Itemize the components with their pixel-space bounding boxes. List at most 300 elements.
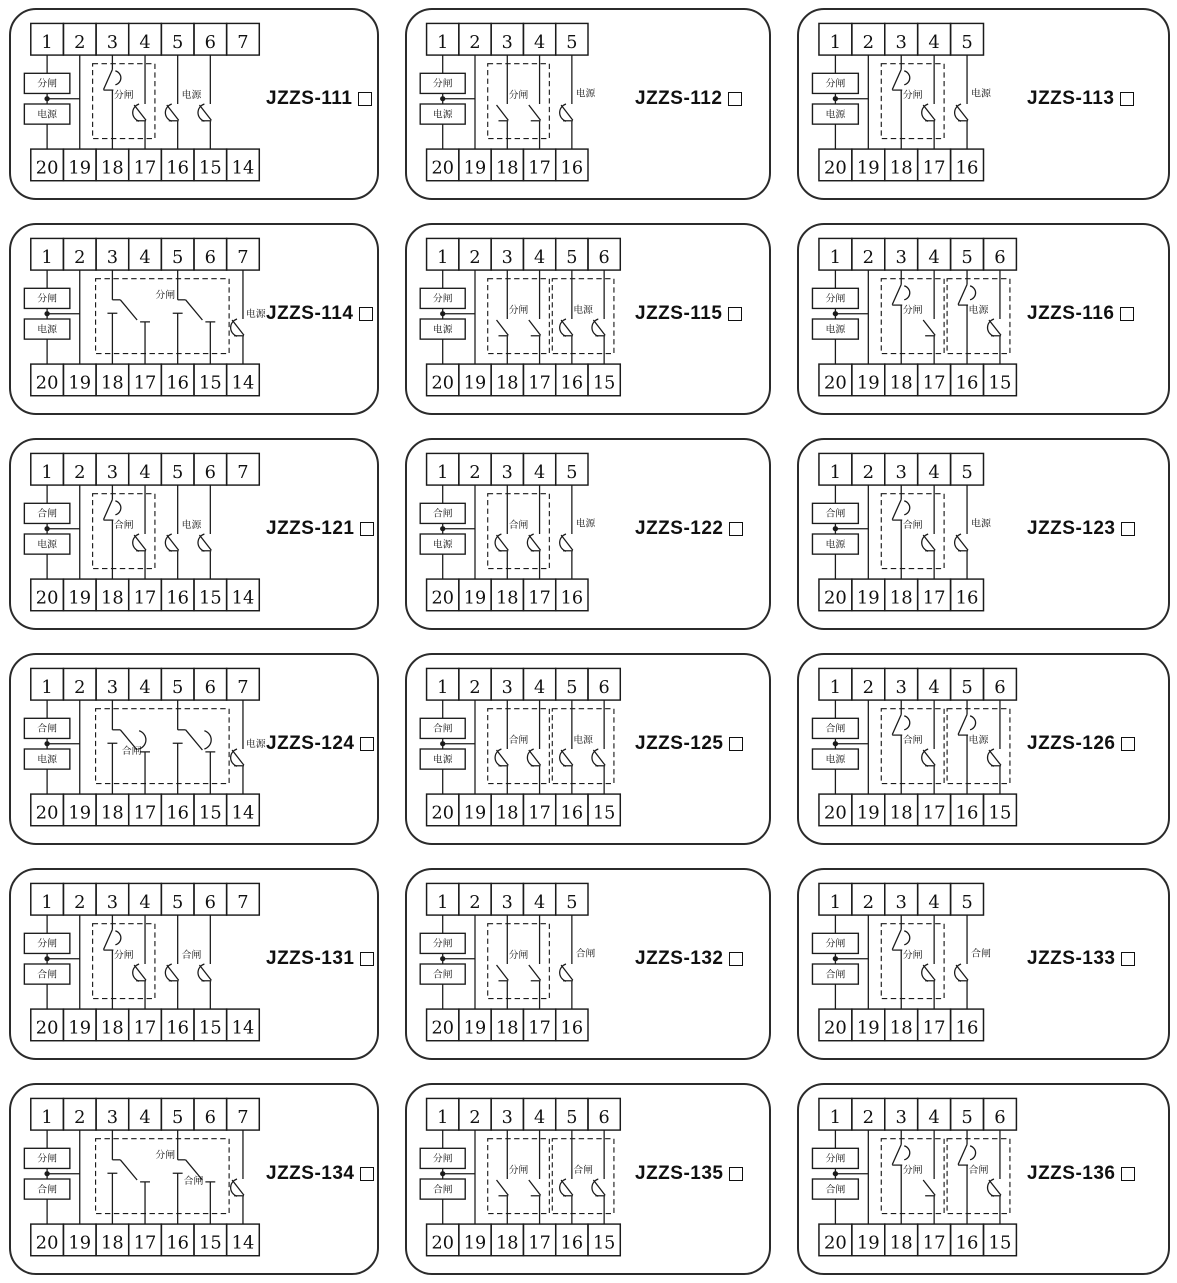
diagram-text: 15: [199, 373, 222, 394]
diagram-text: 16: [166, 1018, 189, 1039]
diagram-text: 7: [237, 463, 249, 483]
diagram-text: 3: [501, 678, 513, 698]
diagram-text: 6: [204, 33, 216, 53]
diagram-text: 14: [231, 158, 255, 179]
diagram-text: 电源: [432, 539, 453, 551]
model-text: JZZS-124: [266, 733, 355, 754]
model-label: [266, 518, 374, 540]
diagram-text: 18: [889, 373, 913, 394]
diagram-text: 分闸: [825, 78, 846, 90]
diagram-text: 20: [431, 803, 454, 824]
diagram-text: 2: [862, 678, 875, 698]
diagram-text: 5: [566, 893, 578, 913]
diagram-text: 电源: [573, 735, 593, 747]
diagram-text: 15: [199, 803, 222, 824]
diagram-text: 3: [501, 248, 513, 268]
diagram-text: 2: [469, 248, 481, 268]
diagram-text: 5: [961, 33, 973, 53]
diagram-text: 19: [856, 158, 880, 179]
diagram-text: 合闸: [508, 520, 529, 532]
diagram-text: 5: [961, 678, 973, 698]
diagram-text: 18: [889, 158, 913, 179]
diagram-text: 20: [823, 373, 847, 394]
diagram-text: 16: [955, 1018, 979, 1039]
diagram-text: 20: [823, 1233, 847, 1254]
model-suffix-square-icon: [360, 952, 374, 966]
model-suffix-square-icon: [360, 1167, 374, 1181]
diagram-text: 15: [199, 588, 222, 609]
diagram-text: 19: [856, 373, 880, 394]
diagram-text: 5: [172, 678, 184, 698]
diagram-text: 合闸: [825, 969, 846, 981]
relay-panel-jzzs-125: [405, 653, 771, 845]
diagram-text: 16: [955, 803, 979, 824]
diagram-text: 20: [431, 588, 454, 609]
diagram-text: 15: [199, 158, 222, 179]
diagram-text: 1: [829, 248, 842, 268]
diagram-text: 合闸: [902, 520, 923, 532]
relay-panel-jzzs-135: [405, 1083, 771, 1275]
diagram-text: 分闸: [155, 290, 176, 301]
diagram-text: 1: [437, 463, 449, 483]
diagram-text: 合闸: [181, 950, 202, 962]
diagram-text: 5: [172, 33, 184, 53]
diagram-text: 17: [922, 158, 946, 179]
diagram-text: 1: [437, 1108, 449, 1128]
diagram-text: 18: [496, 803, 519, 824]
model-text: JZZS-131: [266, 948, 355, 969]
diagram-text: 电源: [573, 305, 593, 317]
diagram-text: 16: [955, 373, 979, 394]
diagram-text: 3: [106, 463, 119, 483]
diagram-text: 3: [106, 1108, 119, 1128]
diagram-text: 3: [895, 1108, 907, 1128]
diagram-text: 15: [988, 373, 1012, 394]
relay-panel-jzzs-113: [797, 8, 1170, 200]
diagram-text: 2: [469, 33, 481, 53]
model-label: [1027, 733, 1135, 755]
diagram-text: 2: [74, 1108, 86, 1128]
diagram-text: 2: [469, 893, 481, 913]
diagram-text: 7: [237, 678, 249, 698]
diagram-text: 分闸: [902, 90, 923, 102]
diagram-text: 16: [560, 158, 584, 179]
model-text: JZZS-132: [635, 948, 724, 969]
diagram-text: 4: [533, 463, 546, 483]
model-suffix-square-icon: [1120, 307, 1134, 321]
diagram-text: 3: [501, 33, 513, 53]
diagram-text: 分闸: [825, 293, 846, 305]
diagram-text: 6: [598, 1108, 610, 1128]
diagram-text: 4: [139, 1108, 151, 1128]
diagram-text: 合闸: [508, 735, 529, 747]
diagram-text: 电源: [245, 309, 266, 321]
diagram-text: 5: [566, 248, 578, 268]
diagram-text: 17: [528, 373, 551, 394]
diagram-text: 合闸: [968, 1165, 989, 1177]
model-suffix-square-icon: [728, 92, 742, 106]
diagram-text: 合闸: [825, 508, 846, 520]
diagram-text: 3: [895, 463, 907, 483]
diagram-text: 分闸: [113, 950, 134, 962]
diagram-text: 4: [139, 463, 151, 483]
diagram-text: 分闸: [508, 305, 529, 317]
diagram-text: 20: [35, 1233, 59, 1254]
diagram-text: 2: [74, 678, 86, 698]
diagram-text: 1: [41, 33, 53, 53]
diagram-text: 18: [101, 1233, 124, 1254]
diagram-text: 5: [172, 893, 184, 913]
diagram-text: 18: [889, 588, 913, 609]
diagram-text: 合闸: [825, 1184, 846, 1196]
diagram-text: 3: [106, 893, 119, 913]
diagram-text: 6: [994, 1108, 1006, 1128]
diagram-text: 1: [41, 678, 53, 698]
diagram-text: 17: [133, 1018, 157, 1039]
diagram-text: 合闸: [113, 520, 134, 532]
diagram-text: 20: [35, 588, 59, 609]
diagram-text: 合闸: [37, 1184, 57, 1196]
diagram-text: 1: [437, 678, 449, 698]
diagram-text: 6: [994, 678, 1006, 698]
diagram-text: 分闸: [432, 293, 453, 305]
model-text: JZZS-114: [266, 303, 354, 324]
diagram-text: 17: [133, 158, 157, 179]
diagram-text: 合闸: [575, 948, 596, 960]
diagram-text: 20: [431, 1018, 454, 1039]
diagram-text: 14: [231, 803, 255, 824]
diagram-text: 分闸: [508, 90, 529, 102]
model-label: [1027, 88, 1134, 110]
diagram-text: 分闸: [902, 950, 923, 962]
diagram-text: 电源: [575, 88, 596, 100]
model-label: [635, 303, 742, 325]
diagram-text: 19: [463, 1233, 487, 1254]
diagram-text: 分闸: [825, 938, 846, 950]
diagram-text: 20: [431, 1233, 454, 1254]
diagram-text: 18: [496, 373, 519, 394]
diagram-text: 5: [566, 678, 578, 698]
model-text: JZZS-123: [1027, 518, 1116, 539]
diagram-text: 1: [41, 1108, 53, 1128]
diagram-text: 16: [955, 1233, 979, 1254]
diagram-text: 17: [922, 373, 946, 394]
model-text: JZZS-136: [1027, 1163, 1116, 1184]
model-text: JZZS-125: [635, 733, 724, 754]
diagram-text: 4: [139, 248, 151, 268]
diagram-text: 5: [172, 248, 184, 268]
model-suffix-square-icon: [359, 307, 373, 321]
diagram-text: 电源: [971, 518, 991, 530]
diagram-text: 16: [560, 803, 584, 824]
diagram-text: 14: [231, 373, 255, 394]
diagram-text: 电源: [37, 109, 57, 121]
diagram-text: 2: [862, 1108, 875, 1128]
model-text: JZZS-121: [266, 518, 355, 539]
diagram-text: 16: [955, 588, 979, 609]
model-text: JZZS-115: [635, 303, 723, 324]
model-label: [635, 948, 743, 970]
diagram-text: 2: [74, 248, 86, 268]
diagram-text: 16: [166, 588, 189, 609]
diagram-text: 3: [895, 893, 907, 913]
diagram-text: 1: [829, 1108, 842, 1128]
diagram-text: 20: [823, 588, 847, 609]
diagram-text: 18: [101, 1018, 124, 1039]
model-suffix-square-icon: [1120, 92, 1134, 106]
diagram-text: 分闸: [37, 293, 57, 305]
model-label: [266, 1163, 374, 1185]
diagram-text: 2: [862, 463, 875, 483]
diagram-text: 6: [204, 893, 216, 913]
diagram-text: 4: [139, 678, 151, 698]
model-label: [266, 88, 372, 110]
diagram-text: 分闸: [902, 305, 923, 317]
model-label: [266, 733, 374, 755]
diagram-text: 19: [856, 803, 880, 824]
diagram-text: 4: [928, 248, 940, 268]
diagram-text: 电源: [432, 324, 453, 336]
diagram-text: 18: [101, 158, 124, 179]
diagram-text: 1: [829, 33, 842, 53]
diagram-text: 16: [955, 158, 979, 179]
diagram-text: 14: [231, 1018, 255, 1039]
diagram-text: 分闸: [508, 950, 529, 962]
diagram-text: 6: [598, 678, 610, 698]
diagram-text: 1: [41, 248, 53, 268]
diagram-text: 电源: [825, 754, 846, 766]
diagram-text: 6: [204, 463, 216, 483]
diagram-text: 18: [496, 588, 519, 609]
diagram-text: 15: [199, 1018, 222, 1039]
diagram-text: 5: [961, 893, 973, 913]
diagram-text: 20: [35, 158, 59, 179]
diagram-text: 16: [560, 1018, 584, 1039]
diagram-text: 15: [988, 1233, 1012, 1254]
diagram-text: 2: [862, 893, 875, 913]
diagram-text: 3: [895, 678, 907, 698]
diagram-text: 1: [437, 33, 449, 53]
model-text: JZZS-113: [1027, 88, 1115, 109]
diagram-text: 分闸: [432, 78, 453, 90]
diagram-text: 4: [533, 893, 546, 913]
diagram-text: 6: [204, 1108, 216, 1128]
diagram-text: 15: [988, 803, 1012, 824]
model-text: JZZS-112: [635, 88, 723, 109]
diagram-text: 3: [895, 248, 907, 268]
diagram-text: 15: [592, 373, 616, 394]
diagram-text: 4: [928, 1108, 940, 1128]
model-text: JZZS-133: [1027, 948, 1116, 969]
diagram-text: 17: [133, 803, 157, 824]
model-suffix-square-icon: [360, 737, 374, 751]
diagram-text: 合闸: [121, 745, 142, 757]
diagram-text: 18: [496, 1233, 519, 1254]
diagram-text: 2: [74, 893, 86, 913]
model-label: [266, 948, 374, 970]
diagram-text: 14: [231, 588, 255, 609]
diagram-text: 分闸: [37, 1153, 57, 1165]
diagram-text: 4: [139, 33, 151, 53]
diagram-text: 5: [566, 1108, 578, 1128]
diagram-text: 15: [199, 1233, 222, 1254]
diagram-text: 2: [469, 463, 481, 483]
diagram-text: 1: [829, 678, 842, 698]
diagram-text: 合闸: [37, 508, 57, 520]
diagram-text: 16: [560, 373, 584, 394]
diagram-text: 合闸: [432, 723, 453, 735]
diagram-text: 18: [889, 1233, 913, 1254]
diagram-text: 20: [35, 1018, 59, 1039]
diagram-text: 5: [172, 463, 184, 483]
diagram-text: 4: [533, 33, 546, 53]
diagram-text: 17: [922, 1233, 946, 1254]
diagram-text: 分闸: [432, 938, 453, 950]
diagram-text: 18: [496, 1018, 519, 1039]
diagram-text: 4: [928, 678, 940, 698]
diagram-text: 分闸: [37, 78, 57, 90]
model-label: [1027, 1163, 1135, 1185]
diagram-text: 电源: [432, 109, 453, 121]
model-label: [1027, 518, 1135, 540]
diagram-text: 17: [922, 1018, 946, 1039]
diagram-text: 17: [528, 588, 551, 609]
relay-panel-jzzs-122: [405, 438, 771, 630]
relay-panel-jzzs-111: [9, 8, 379, 200]
diagram-text: 16: [166, 1233, 189, 1254]
model-text: JZZS-134: [266, 1163, 355, 1184]
diagram-text: 20: [823, 803, 847, 824]
diagram-text: 合闸: [432, 1184, 453, 1196]
diagram-text: 合闸: [825, 723, 846, 735]
model-text: JZZS-122: [635, 518, 724, 539]
diagram-text: 电源: [968, 305, 989, 317]
diagram-text: 19: [463, 158, 487, 179]
diagram-text: 2: [74, 463, 86, 483]
diagram-text: 电源: [575, 518, 596, 530]
diagram-text: 17: [922, 803, 946, 824]
relay-panel-jzzs-114: [9, 223, 379, 415]
model-suffix-square-icon: [729, 952, 743, 966]
diagram-text: 20: [35, 803, 59, 824]
diagram-text: 合闸: [432, 508, 453, 520]
diagram-text: 19: [463, 803, 487, 824]
model-label: [635, 518, 743, 540]
diagram-text: 5: [961, 248, 973, 268]
model-suffix-square-icon: [1121, 952, 1135, 966]
diagram-text: 电源: [181, 520, 202, 532]
diagram-text: 电源: [968, 735, 989, 747]
diagram-text: 3: [501, 1108, 513, 1128]
diagram-text: 分闸: [155, 1150, 176, 1161]
diagram-text: 3: [895, 33, 907, 53]
diagram-text: 6: [598, 248, 610, 268]
diagram-text: 合闸: [183, 1175, 204, 1187]
diagram-text: 17: [528, 803, 551, 824]
relay-panel-jzzs-123: [797, 438, 1170, 630]
diagram-text: 19: [856, 588, 880, 609]
model-label: [266, 303, 373, 325]
diagram-text: 电源: [825, 109, 846, 121]
diagram-text: 17: [133, 1233, 157, 1254]
diagram-text: 5: [961, 1108, 973, 1128]
diagram-text: 3: [106, 248, 119, 268]
diagram-text: 20: [431, 158, 454, 179]
model-suffix-square-icon: [729, 1167, 743, 1181]
model-suffix-square-icon: [358, 92, 372, 106]
diagram-text: 电源: [37, 324, 57, 336]
model-text: JZZS-126: [1027, 733, 1116, 754]
diagram-text: 20: [35, 373, 59, 394]
diagram-text: 2: [862, 33, 875, 53]
diagram-text: 14: [231, 1233, 255, 1254]
diagram-text: 17: [528, 158, 551, 179]
diagram-text: 2: [74, 33, 86, 53]
model-suffix-square-icon: [1121, 1167, 1135, 1181]
diagram-text: 合闸: [432, 969, 453, 981]
diagram-text: 4: [533, 1108, 546, 1128]
model-suffix-square-icon: [729, 522, 743, 536]
diagram-text: 合闸: [573, 1165, 593, 1177]
model-text: JZZS-116: [1027, 303, 1115, 324]
diagram-text: 17: [528, 1233, 551, 1254]
diagram-text: 19: [68, 1233, 92, 1254]
diagram-text: 18: [889, 803, 913, 824]
diagram-text: 19: [68, 1018, 92, 1039]
diagram-text: 3: [501, 893, 513, 913]
diagram-text: 合闸: [37, 723, 57, 735]
diagram-text: 4: [928, 33, 940, 53]
model-text: JZZS-111: [266, 88, 353, 109]
diagram-text: 4: [928, 463, 940, 483]
model-suffix-square-icon: [729, 737, 743, 751]
diagram-text: 1: [41, 463, 53, 483]
diagram-text: 分闸: [508, 1165, 529, 1177]
relay-panel-jzzs-132: [405, 868, 771, 1060]
diagram-text: 19: [463, 373, 487, 394]
diagram-text: 19: [856, 1018, 880, 1039]
diagram-text: 1: [437, 893, 449, 913]
diagram-text: 19: [463, 1018, 487, 1039]
diagram-text: 5: [566, 463, 578, 483]
diagram-text: 4: [139, 893, 151, 913]
model-suffix-square-icon: [728, 307, 742, 321]
diagram-text: 3: [106, 33, 119, 53]
model-label: [1027, 303, 1134, 325]
diagram-text: 1: [829, 463, 842, 483]
relay-panel-jzzs-112: [405, 8, 771, 200]
diagram-text: 17: [133, 588, 157, 609]
relay-panel-jzzs-121: [9, 438, 379, 630]
diagram-text: 18: [101, 588, 124, 609]
diagram-text: 电源: [245, 739, 266, 751]
relay-panel-jzzs-136: [797, 1083, 1170, 1275]
diagram-text: 15: [592, 803, 616, 824]
relay-panel-jzzs-126: [797, 653, 1170, 845]
diagram-text: 17: [528, 1018, 551, 1039]
diagram-text: 5: [172, 1108, 184, 1128]
diagram-text: 15: [592, 1233, 616, 1254]
diagram-text: 分闸: [825, 1153, 846, 1165]
diagram-text: 2: [862, 248, 875, 268]
diagram-text: 7: [237, 248, 249, 268]
diagram-text: 2: [469, 678, 481, 698]
diagram-text: 19: [68, 158, 92, 179]
diagram-text: 1: [437, 248, 449, 268]
diagram-text: 19: [463, 588, 487, 609]
diagram-text: 20: [431, 373, 454, 394]
relay-panel-jzzs-115: [405, 223, 771, 415]
